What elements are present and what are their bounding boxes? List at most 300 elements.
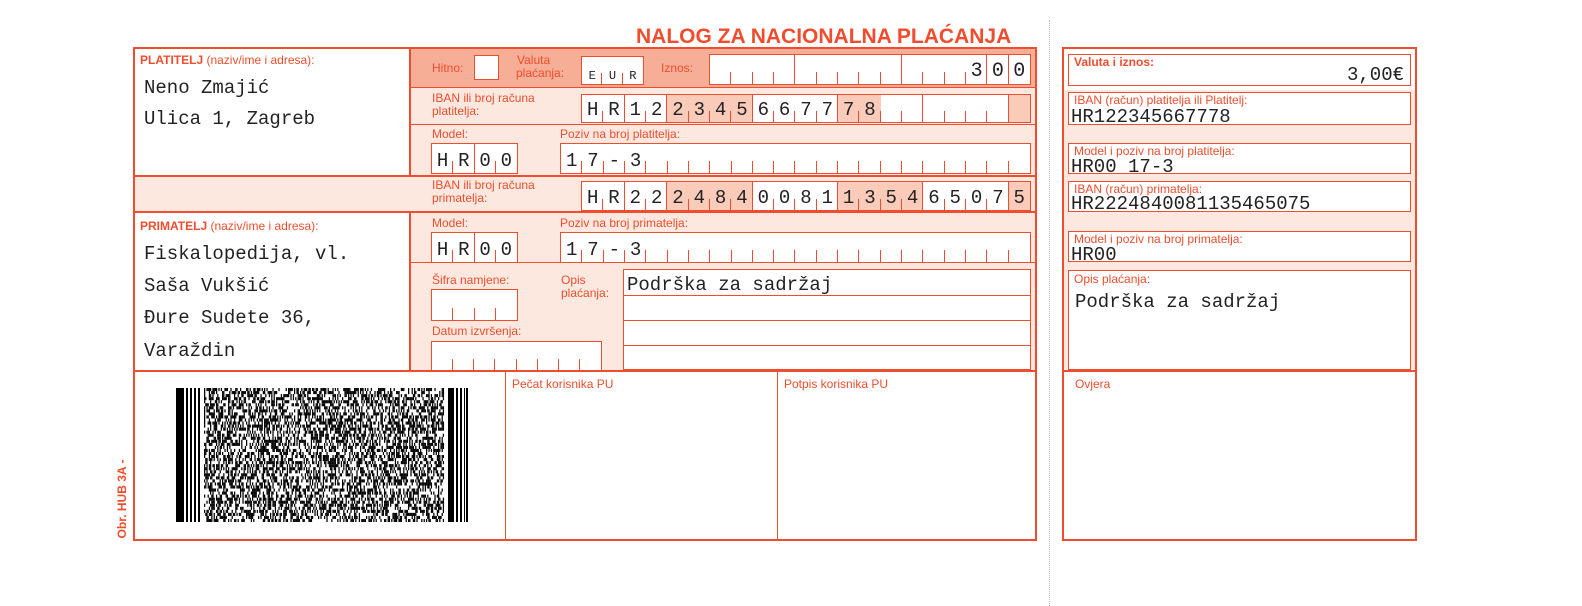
- barcode-module: [350, 406, 351, 409]
- barcode-module: [419, 446, 420, 449]
- barcode-module: [373, 476, 374, 479]
- barcode-module: [409, 504, 410, 507]
- barcode-module: [242, 489, 243, 492]
- barcode-module: [412, 431, 413, 434]
- barcode-module: [239, 501, 240, 504]
- barcode-module: [422, 495, 423, 498]
- barcode-module: [347, 519, 348, 522]
- barcode-module: [208, 482, 209, 485]
- barcode-module: [211, 412, 212, 415]
- barcode-module: [304, 507, 305, 510]
- barcode-module: [259, 418, 260, 421]
- barcode-module: [280, 397, 281, 400]
- barcode-module: [228, 519, 229, 522]
- barcode-module: [277, 434, 278, 437]
- barcode-module: [416, 516, 417, 519]
- barcode-module: [317, 513, 318, 516]
- barcode-module: [342, 431, 343, 434]
- barcode-module: [290, 516, 291, 519]
- poziv-payer-field[interactable]: [560, 143, 1031, 174]
- barcode-module: [332, 443, 333, 446]
- barcode-module: [268, 400, 269, 403]
- barcode-module: [277, 458, 278, 461]
- barcode-module: [280, 516, 281, 519]
- barcode-module: [216, 495, 217, 498]
- model-payer-field[interactable]: [431, 143, 518, 174]
- barcode-module: [298, 412, 299, 415]
- recipient-label: PRIMATELJ (naziv/ime i adresa):: [140, 219, 319, 233]
- barcode-module: [425, 409, 426, 412]
- barcode-module: [235, 479, 236, 482]
- barcode-module: [221, 443, 222, 446]
- barcode-module: [287, 470, 288, 473]
- barcode-module: [209, 409, 210, 412]
- barcode-module: [283, 519, 284, 522]
- barcode-module: [431, 394, 432, 397]
- barcode-module: [269, 406, 270, 409]
- barcode-module: [398, 464, 399, 467]
- barcode-module: [377, 437, 378, 440]
- barcode-module: [341, 400, 342, 403]
- barcode-module: [234, 449, 235, 452]
- barcode-module: [293, 476, 294, 479]
- barcode-module: [299, 461, 300, 464]
- barcode-module: [236, 513, 237, 516]
- barcode-module: [248, 434, 249, 437]
- poziv-rec-field[interactable]: [560, 232, 1031, 263]
- barcode-module: [332, 446, 333, 449]
- barcode-module: [425, 428, 426, 431]
- barcode-module: [419, 394, 420, 397]
- barcode-module: [206, 437, 207, 440]
- barcode-module: [246, 434, 247, 437]
- barcode-module: [307, 516, 308, 519]
- barcode-module: [209, 434, 210, 437]
- barcode-module: [211, 406, 212, 409]
- barcode-module: [254, 391, 255, 394]
- barcode-module: [418, 479, 419, 482]
- barcode-module: [216, 397, 217, 400]
- barcode-module: [421, 431, 422, 434]
- barcode-module: [349, 452, 350, 455]
- barcode-module: [378, 391, 379, 394]
- barcode-module: [240, 397, 241, 400]
- barcode-module: [342, 479, 343, 482]
- barcode-module: [272, 464, 273, 467]
- barcode-module: [227, 446, 228, 449]
- barcode-module: [210, 467, 211, 470]
- barcode-module: [348, 388, 349, 391]
- barcode-module: [425, 482, 426, 485]
- barcode-module: [282, 443, 283, 446]
- barcode-module: [406, 455, 407, 458]
- sifra-field[interactable]: [431, 289, 518, 321]
- barcode-module: [299, 394, 300, 397]
- model-rec-field[interactable]: [431, 232, 518, 263]
- barcode-module: [270, 467, 271, 470]
- barcode-module: [368, 418, 369, 421]
- barcode-module: [317, 482, 318, 485]
- barcode-module: [287, 501, 288, 504]
- barcode-module: [400, 428, 401, 431]
- barcode-module: [442, 467, 443, 470]
- barcode-module: [320, 495, 321, 498]
- barcode-module: [407, 455, 408, 458]
- barcode-module: [344, 516, 345, 519]
- barcode-module: [275, 501, 276, 504]
- barcode-module: [293, 452, 294, 455]
- barcode-module: [338, 461, 339, 464]
- barcode-module: [236, 467, 237, 470]
- barcode-module: [220, 431, 221, 434]
- barcode-module: [322, 449, 323, 452]
- barcode-module: [320, 507, 321, 510]
- barcode-module: [240, 406, 241, 409]
- barcode-module: [330, 458, 331, 461]
- barcode-module: [302, 519, 303, 522]
- barcode-module: [408, 391, 409, 394]
- datum-field[interactable]: [431, 341, 602, 371]
- barcode-module: [302, 489, 303, 492]
- char-cell: [432, 290, 453, 320]
- barcode-module: [238, 394, 239, 397]
- barcode-module: [287, 394, 288, 397]
- barcode-module: [334, 434, 335, 437]
- hitno-checkbox[interactable]: [474, 55, 499, 80]
- char-cell: 4: [689, 182, 710, 210]
- barcode-module: [323, 418, 324, 421]
- barcode-module: [340, 473, 341, 476]
- barcode-module: [331, 440, 332, 443]
- barcode-module: [324, 391, 325, 394]
- barcode-module: [313, 476, 314, 479]
- barcode-module: [224, 492, 225, 495]
- barcode-module: [400, 455, 401, 458]
- barcode-module: [217, 409, 218, 412]
- currency-field[interactable]: [581, 56, 644, 85]
- barcode-module: [270, 418, 271, 421]
- barcode-module: [287, 464, 288, 467]
- barcode-module: [338, 391, 339, 394]
- barcode-module: [349, 388, 350, 391]
- barcode-module: [276, 479, 277, 482]
- iban-payer-field[interactable]: [581, 94, 1031, 123]
- barcode-module: [359, 498, 360, 501]
- barcode-module: [400, 440, 401, 443]
- barcode-module: [272, 434, 273, 437]
- barcode-module: [397, 467, 398, 470]
- barcode-module: [286, 513, 287, 516]
- barcode-module: [439, 437, 440, 440]
- barcode-module: [304, 409, 305, 412]
- barcode-module: [240, 425, 241, 428]
- barcode-module: [396, 434, 397, 437]
- barcode-module: [356, 400, 357, 403]
- barcode-module: [410, 492, 411, 495]
- barcode-module: [257, 397, 258, 400]
- barcode-module: [265, 409, 266, 412]
- barcode-module: [361, 412, 362, 415]
- barcode-module: [274, 446, 275, 449]
- barcode-module: [427, 467, 428, 470]
- barcode-module: [328, 434, 329, 437]
- barcode-module: [293, 403, 294, 406]
- barcode-module: [331, 476, 332, 479]
- barcode-module: [384, 388, 385, 391]
- barcode-module: [347, 473, 348, 476]
- barcode-module: [239, 422, 240, 425]
- barcode-module: [313, 412, 314, 415]
- recipient-line-1: Fiskalopedija, vl.: [144, 243, 350, 265]
- barcode-module: [368, 516, 369, 519]
- barcode-module: [396, 446, 397, 449]
- barcode-module: [307, 485, 308, 488]
- barcode-module: [334, 412, 335, 415]
- barcode-module: [443, 519, 444, 522]
- barcode-module: [271, 455, 272, 458]
- barcode-module: [282, 455, 283, 458]
- iznos-label: Iznos:: [661, 61, 694, 75]
- barcode-module: [265, 498, 266, 501]
- barcode-module: [212, 464, 213, 467]
- barcode-module: [413, 452, 414, 455]
- barcode-module: [421, 422, 422, 425]
- barcode-module: [312, 412, 313, 415]
- barcode-module: [308, 446, 309, 449]
- barcode-module: [337, 418, 338, 421]
- barcode-module: [413, 425, 414, 428]
- barcode-module: [382, 425, 383, 428]
- barcode-module: [377, 400, 378, 403]
- barcode-module: [288, 492, 289, 495]
- barcode-module: [342, 455, 343, 458]
- barcode-module: [217, 403, 218, 406]
- barcode-module: [416, 425, 417, 428]
- barcode-module: [331, 422, 332, 425]
- barcode-module: [257, 476, 258, 479]
- barcode-module: [221, 415, 222, 418]
- barcode-module: [332, 388, 333, 391]
- char-cell: [496, 290, 517, 320]
- barcode-module: [310, 388, 311, 391]
- barcode-module: [259, 412, 260, 415]
- iban-rec-field[interactable]: [581, 181, 1031, 211]
- barcode-module: [252, 394, 253, 397]
- amount-field[interactable]: [709, 54, 1031, 85]
- barcode-module: [269, 391, 270, 394]
- barcode-module: [220, 452, 221, 455]
- barcode-module: [379, 482, 380, 485]
- barcode-module: [277, 513, 278, 516]
- barcode-module: [347, 461, 348, 464]
- barcode-module: [258, 412, 259, 415]
- barcode-module: [232, 470, 233, 473]
- barcode-module: [272, 501, 273, 504]
- barcode-module: [413, 415, 414, 418]
- barcode-module: [280, 501, 281, 504]
- barcode-module: [256, 425, 257, 428]
- barcode-module: [353, 519, 354, 522]
- receipt-iban-payer-box: [1068, 92, 1411, 128]
- barcode-module: [271, 397, 272, 400]
- barcode-module: [319, 403, 320, 406]
- barcode-module: [394, 513, 395, 516]
- barcode-module: [312, 510, 313, 513]
- barcode-module: [331, 467, 332, 470]
- barcode-module: [311, 418, 312, 421]
- barcode-module: [373, 504, 374, 507]
- barcode-module: [269, 458, 270, 461]
- char-cell: R: [453, 144, 474, 173]
- barcode-module: [283, 489, 284, 492]
- barcode-module: [301, 467, 302, 470]
- barcode-module: [311, 446, 312, 449]
- barcode-module: [382, 513, 383, 516]
- barcode-module: [355, 388, 356, 391]
- barcode-module: [404, 510, 405, 513]
- barcode-module: [343, 482, 344, 485]
- barcode-module: [232, 391, 233, 394]
- barcode-module: [400, 479, 401, 482]
- barcode-module: [305, 510, 306, 513]
- barcode-module: [415, 415, 416, 418]
- barcode-module: [334, 406, 335, 409]
- barcode-module: [364, 510, 365, 513]
- barcode-module: [313, 507, 314, 510]
- barcode-module: [235, 473, 236, 476]
- barcode-module: [217, 507, 218, 510]
- barcode-module: [233, 452, 234, 455]
- barcode-module: [204, 391, 205, 394]
- barcode-module: [419, 412, 420, 415]
- barcode-module: [395, 519, 396, 522]
- barcode-module: [442, 479, 443, 482]
- barcode-module: [436, 485, 437, 488]
- barcode-module: [330, 504, 331, 507]
- barcode-module: [236, 507, 237, 510]
- barcode-module: [318, 400, 319, 403]
- barcode-module: [428, 513, 429, 516]
- barcode-module: [222, 425, 223, 428]
- char-cell: R: [453, 233, 474, 262]
- barcode-module: [378, 458, 379, 461]
- char-cell: 1: [561, 233, 582, 262]
- barcode-module: [326, 479, 327, 482]
- barcode-module: [389, 409, 390, 412]
- barcode-module: [299, 452, 300, 455]
- barcode-module: [287, 507, 288, 510]
- barcode-module: [425, 485, 426, 488]
- barcode-module: [340, 425, 341, 428]
- barcode-module: [360, 476, 361, 479]
- barcode-module: [356, 452, 357, 455]
- barcode-module: [332, 464, 333, 467]
- char-cell: [474, 342, 495, 370]
- barcode-module: [319, 434, 320, 437]
- barcode-module: [338, 400, 339, 403]
- barcode-module: [421, 415, 422, 418]
- opis-field[interactable]: [623, 269, 1031, 370]
- barcode-module: [270, 412, 271, 415]
- barcode-module: [390, 458, 391, 461]
- barcode-module: [214, 513, 215, 516]
- barcode-module: [310, 507, 311, 510]
- char-cell: 7: [582, 233, 603, 262]
- barcode-module: [390, 446, 391, 449]
- barcode-module: [427, 479, 428, 482]
- barcode-module: [365, 510, 366, 513]
- barcode-module: [331, 458, 332, 461]
- barcode-module: [434, 418, 435, 421]
- barcode-module: [440, 479, 441, 482]
- barcode-module: [251, 391, 252, 394]
- barcode-module: [398, 510, 399, 513]
- barcode-module: [317, 452, 318, 455]
- barcode-module: [364, 394, 365, 397]
- barcode-module: [379, 409, 380, 412]
- barcode-module: [258, 391, 259, 394]
- barcode-module: [380, 415, 381, 418]
- barcode-module: [337, 482, 338, 485]
- barcode-module: [271, 519, 272, 522]
- barcode-module: [397, 415, 398, 418]
- barcode-module: [224, 409, 225, 412]
- char-cell: [732, 233, 753, 262]
- barcode-module: [266, 461, 267, 464]
- barcode-module: [259, 409, 260, 412]
- barcode-module: [230, 482, 231, 485]
- barcode-module: [205, 467, 206, 470]
- char-cell: [538, 342, 559, 370]
- barcode-module: [215, 400, 216, 403]
- barcode-module: [222, 409, 223, 412]
- barcode-module: [412, 412, 413, 415]
- barcode-module: [242, 519, 243, 522]
- barcode-module: [319, 467, 320, 470]
- barcode-module: [322, 507, 323, 510]
- char-cell: 2: [667, 182, 688, 210]
- barcode-module: [426, 394, 427, 397]
- barcode-module: [256, 470, 257, 473]
- barcode-module: [281, 412, 282, 415]
- barcode-module: [426, 403, 427, 406]
- barcode-module: [330, 400, 331, 403]
- barcode-module: [426, 434, 427, 437]
- barcode-module: [220, 510, 221, 513]
- barcode-module: [247, 467, 248, 470]
- barcode-module: [295, 479, 296, 482]
- barcode-module: [241, 440, 242, 443]
- barcode-module: [415, 418, 416, 421]
- barcode-module: [384, 437, 385, 440]
- barcode-module: [301, 388, 302, 391]
- barcode-module: [278, 507, 279, 510]
- barcode-module: [384, 467, 385, 470]
- barcode-module: [371, 415, 372, 418]
- barcode-module: [326, 519, 327, 522]
- barcode-module: [252, 437, 253, 440]
- barcode-module: [406, 467, 407, 470]
- barcode-module: [281, 397, 282, 400]
- barcode-module: [344, 434, 345, 437]
- barcode-module: [248, 397, 249, 400]
- barcode-module: [427, 425, 428, 428]
- barcode-module: [391, 458, 392, 461]
- barcode-module: [317, 406, 318, 409]
- barcode-module: [282, 501, 283, 504]
- barcode-module: [293, 519, 294, 522]
- barcode-module: [414, 443, 415, 446]
